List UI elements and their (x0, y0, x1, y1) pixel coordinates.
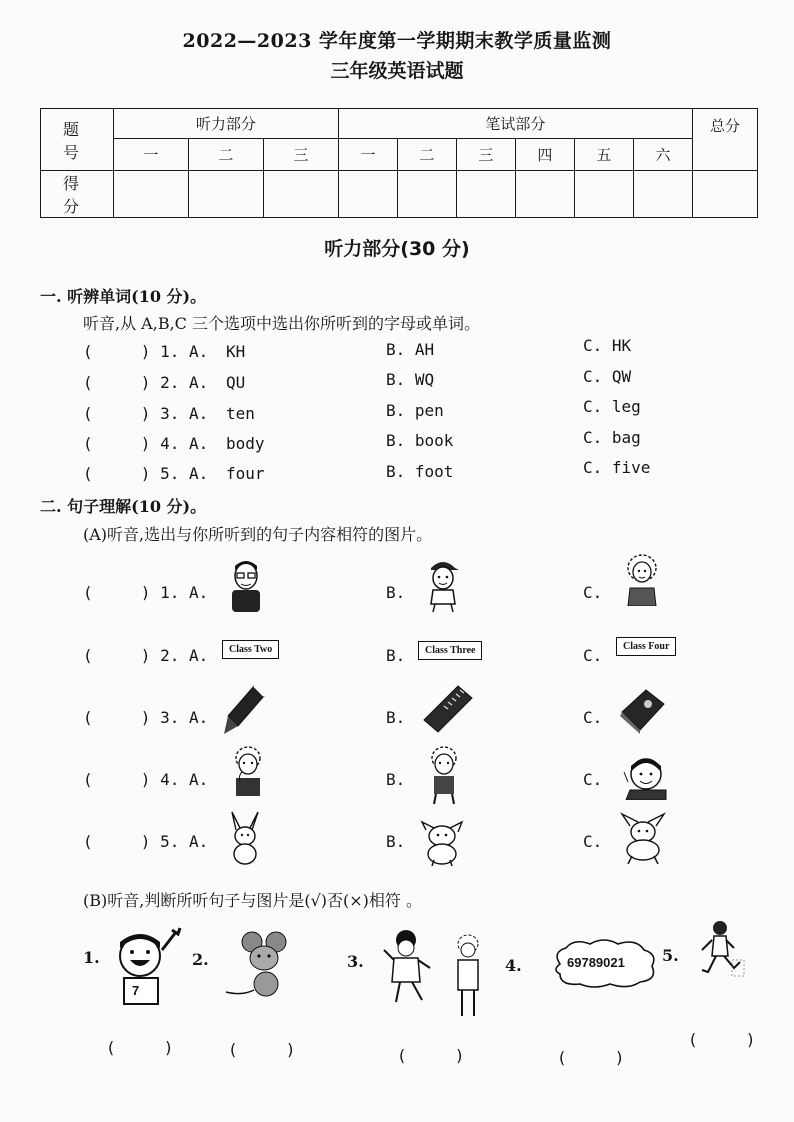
p1-item-3-no: ( ) 3. A. (83, 404, 209, 423)
p2a-item-4-no: ( ) 4. A. (83, 770, 209, 789)
rabbit-image[interactable] (226, 810, 264, 866)
old-woman-image[interactable] (624, 552, 660, 606)
p2b-number-3: 3. (347, 952, 364, 971)
p1-item-4-no: ( ) 4. A. (83, 434, 209, 453)
score-cell[interactable] (515, 171, 574, 218)
old-man-image[interactable] (228, 744, 268, 796)
p1-item-5-a[interactable]: four (226, 464, 265, 483)
p2a-item-2-b[interactable]: B. (386, 646, 406, 665)
p1-item-2-b[interactable]: B. WQ (386, 370, 435, 389)
p1-item-4-a[interactable]: body (226, 434, 265, 453)
runner-number: 7 (132, 983, 140, 998)
listening-section-title: 听力部分(30 分) (324, 238, 470, 260)
score-cell[interactable] (397, 171, 456, 218)
p1-item-3-a[interactable]: ten (226, 404, 255, 423)
part1-instruction: 听音,从 A,B,C 三个选项中选出你所听到的字母或单词。 (83, 314, 480, 333)
p2a-item-3-c[interactable]: C. (583, 708, 603, 727)
part2-instruction-b: (B)听音,判断所听句子与图片是(√)否(×)相符 。 (83, 891, 422, 910)
class-four-banner[interactable]: Class Four (616, 637, 676, 656)
phone-number: 69789021 (567, 955, 625, 970)
child-running-image[interactable] (694, 918, 750, 984)
col-writing-1: 一 (338, 139, 397, 171)
score-cell[interactable] (456, 171, 515, 218)
p2a-item-5-no: ( ) 5. A. (83, 832, 209, 851)
p1-item-1-c[interactable]: C. HK (583, 336, 632, 355)
row-label-score: 得 分 (41, 171, 114, 218)
p2a-item-3-no: ( ) 3. A. (83, 708, 209, 727)
p2b-number-4: 4. (505, 956, 522, 975)
ruler-image[interactable] (420, 684, 476, 734)
score-cell[interactable] (263, 171, 338, 218)
part1-heading: 一. 听辨单词(10 分)。 (40, 287, 207, 306)
total-header: 总分 (693, 109, 758, 171)
p2b-answer-2[interactable]: ( ) (228, 1040, 296, 1059)
score-cell[interactable] (338, 171, 397, 218)
part2-heading: 二. 句子理解(10 分)。 (40, 497, 207, 516)
class-two-banner[interactable]: Class Two (222, 640, 279, 659)
p2b-answer-5[interactable]: ( ) (688, 1030, 756, 1049)
p1-item-3-b[interactable]: B. pen (386, 401, 444, 420)
grandpa-image[interactable] (424, 744, 464, 806)
p1-item-2-c[interactable]: C. QW (583, 367, 632, 386)
score-cell[interactable] (188, 171, 263, 218)
p2a-item-1-no: ( ) 1. A. (83, 583, 209, 602)
p1-item-5-no: ( ) 5. A. (83, 464, 209, 483)
score-cell[interactable] (633, 171, 692, 218)
mouse-image[interactable] (222, 930, 308, 1000)
col-writing-4: 四 (515, 139, 574, 171)
score-cell-total[interactable] (693, 171, 758, 218)
score-cell[interactable] (574, 171, 633, 218)
girl-waving-image[interactable] (622, 752, 670, 800)
p1-item-2-no: ( ) 2. A. (83, 373, 209, 392)
col-listening-2: 二 (188, 139, 263, 171)
p1-item-2-a[interactable]: QU (226, 373, 246, 392)
score-cell[interactable] (114, 171, 189, 218)
pen-image[interactable] (222, 682, 268, 736)
p2a-item-5-c[interactable]: C. (583, 832, 603, 851)
exam-title: 2022—2023 学年度第一学期期末教学质量监测 (182, 30, 612, 52)
part2-instruction-a: (A)听音,选出与你所听到的句子内容相符的图片。 (83, 525, 433, 544)
two-people-image[interactable] (382, 926, 492, 1018)
p2b-number-2: 2. (192, 950, 209, 969)
p1-item-1-no: ( ) 1. A. (83, 342, 209, 361)
group-listening: 听力部分 (114, 109, 339, 139)
col-writing-2: 二 (397, 139, 456, 171)
p2b-number-5: 5. (662, 946, 679, 965)
p2a-item-2-c[interactable]: C. (583, 646, 603, 665)
p2b-answer-1[interactable]: ( ) (106, 1038, 174, 1057)
p1-item-5-b[interactable]: B. foot (386, 462, 454, 481)
p1-item-3-c[interactable]: C. leg (583, 397, 641, 416)
p2a-item-5-b[interactable]: B. (386, 832, 406, 851)
exam-subtitle: 三年级英语试题 (330, 60, 464, 82)
p2b-answer-4[interactable]: ( ) (557, 1048, 625, 1067)
score-table (40, 108, 758, 218)
p2a-item-1-c[interactable]: C. (583, 583, 603, 602)
p2a-item-3-b[interactable]: B. (386, 708, 406, 727)
p1-item-1-a[interactable]: KH (226, 342, 246, 361)
dog-image[interactable] (420, 820, 464, 866)
man-with-glasses-image[interactable] (228, 558, 264, 612)
p1-item-4-b[interactable]: B. book (386, 431, 454, 450)
p1-item-4-c[interactable]: C. bag (583, 428, 641, 447)
p2b-number-1: 1. (83, 948, 100, 967)
p1-item-5-c[interactable]: C. five (583, 458, 651, 477)
p2a-item-4-c[interactable]: C. (583, 770, 603, 789)
boy-with-cap-image[interactable] (425, 556, 461, 612)
col-writing-5: 五 (574, 139, 633, 171)
runner-boy-image[interactable] (106, 926, 186, 1006)
puppy-image[interactable] (618, 812, 668, 864)
p2a-item-1-b[interactable]: B. (386, 583, 406, 602)
row-label-question-no: 题 号 (41, 109, 114, 171)
col-writing-3: 三 (456, 139, 515, 171)
book-image[interactable] (618, 686, 666, 734)
group-writing: 笔试部分 (338, 109, 692, 139)
col-listening-1: 一 (114, 139, 189, 171)
col-writing-6: 六 (633, 139, 692, 171)
col-listening-3: 三 (263, 139, 338, 171)
p2a-item-2-no: ( ) 2. A. (83, 646, 209, 665)
p2b-answer-3[interactable]: ( ) (397, 1046, 465, 1065)
class-three-banner[interactable]: Class Three (418, 641, 482, 660)
p1-item-1-b[interactable]: B. AH (386, 340, 435, 359)
p2a-item-4-b[interactable]: B. (386, 770, 406, 789)
